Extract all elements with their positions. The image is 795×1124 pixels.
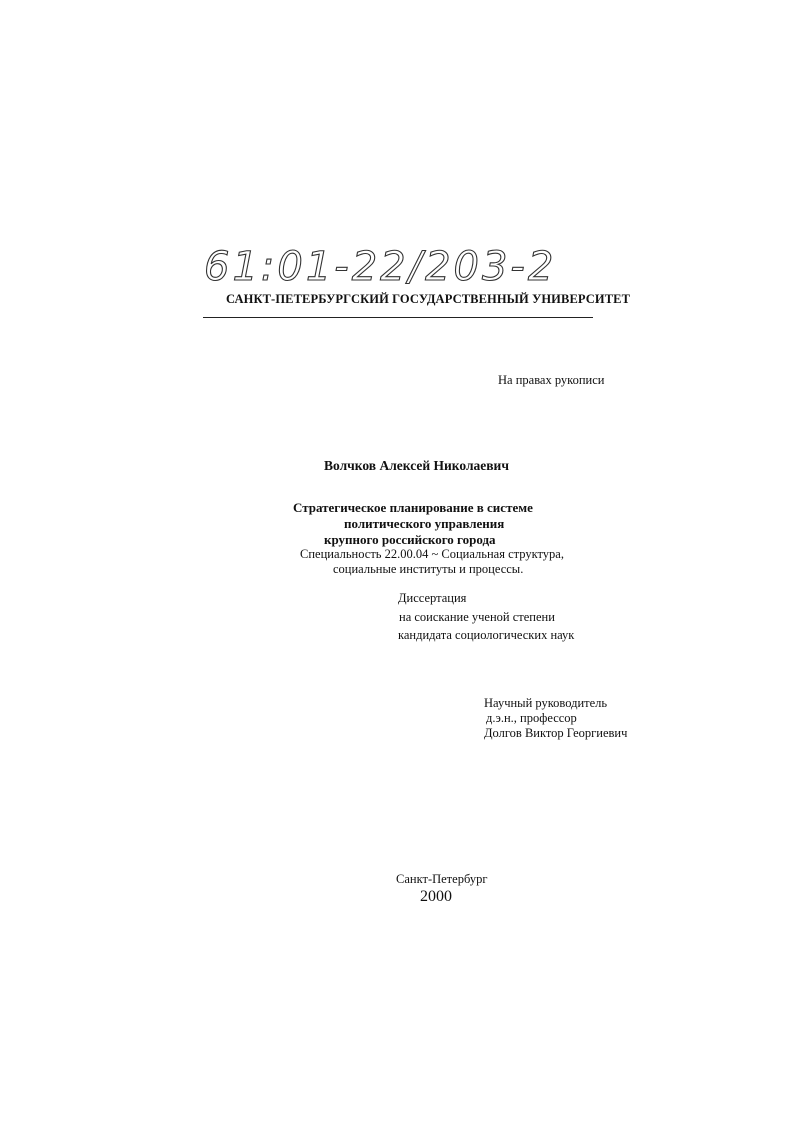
handwritten-archive-code bbox=[200, 236, 580, 292]
manuscript-rights-note: На правах рукописи bbox=[498, 373, 605, 387]
thesis-title-line-3: крупного российского города bbox=[324, 532, 496, 547]
advisor-line-2: д.э.н., профессор bbox=[486, 711, 577, 725]
advisor-line-1: Научный руководитель bbox=[484, 696, 608, 710]
header-divider bbox=[203, 317, 593, 318]
city: Санкт-Петербург bbox=[396, 872, 488, 886]
svg-text:61:01-22/203-2: 61:01-22/203-2 bbox=[204, 244, 557, 290]
university-name: САНКТ-ПЕТЕРБУРГСКИЙ ГОСУДАРСТВЕННЫЙ УНИВЕРСИТЕТ bbox=[226, 292, 631, 306]
dissertation-line-2: на соискание ученой степени bbox=[399, 610, 555, 624]
dissertation-line-1: Диссертация bbox=[398, 591, 467, 605]
dissertation-line-3: кандидата социологических наук bbox=[398, 628, 575, 642]
specialty-line-2: социальные институты и процессы. bbox=[333, 562, 524, 576]
thesis-title-line-1: Стратегическое планирование в системе bbox=[293, 500, 533, 515]
advisor-line-3: Долгов Виктор Георгиевич bbox=[484, 726, 628, 740]
year: 2000 bbox=[420, 888, 452, 905]
thesis-title-line-2: политического управления bbox=[344, 516, 505, 531]
specialty-line-1: Специальность 22.00.04 ~ Социальная структура, bbox=[300, 547, 564, 561]
author-name: Волчков Алексей Николаевич bbox=[324, 458, 509, 473]
